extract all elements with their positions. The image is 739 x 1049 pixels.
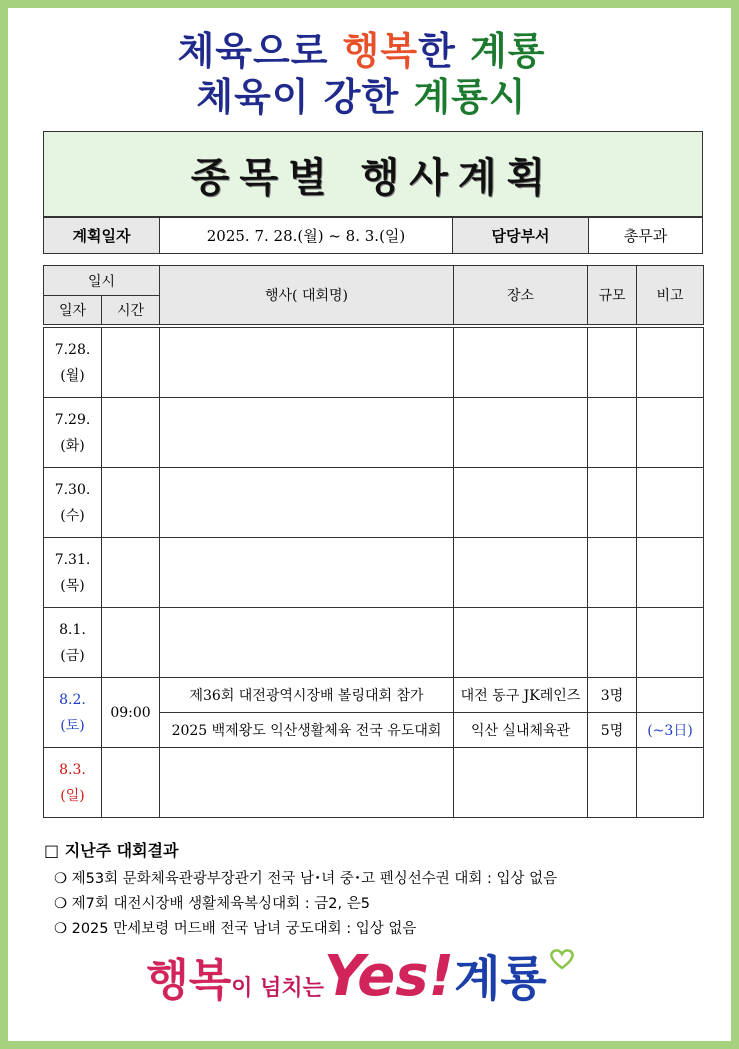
results-heading: □ 지난주 대회결과 xyxy=(44,841,179,860)
footer-slogan xyxy=(0,940,723,1009)
table-row xyxy=(44,608,704,678)
footer-word: Yes! xyxy=(323,944,455,1009)
table-row xyxy=(44,678,704,713)
day-cell: 7.30. (수) xyxy=(44,468,102,538)
slogan-word: 한 xyxy=(418,29,471,73)
table-row xyxy=(44,468,704,538)
schedule-table xyxy=(43,265,704,818)
result-item: ❍ 제53회 문화체육관광부장관기 전국 남･녀 중･고 펜싱선수권 대회 : 입상 없음 xyxy=(54,871,558,887)
plan-date-label: 계획일자 xyxy=(44,218,160,254)
table-row xyxy=(44,328,704,398)
dept-label: 담당부서 xyxy=(453,218,589,254)
day-cell: 7.31. (목) xyxy=(44,538,102,608)
plan-info-table xyxy=(43,217,703,254)
event-place: 대전 동구 JK레인즈 xyxy=(454,678,588,713)
plan-date-value: 2025. 7. 28.(월) ~ 8. 3.(일) xyxy=(160,218,453,254)
slogan-word: 계룡시 xyxy=(413,75,527,119)
dept-value: 총무과 xyxy=(589,218,703,254)
result-item: ❍ 2025 만세보령 머드배 전국 남녀 궁도대회 : 입상 없음 xyxy=(54,921,417,937)
document-title-box xyxy=(43,131,703,217)
event-scale: 5명 xyxy=(588,713,637,748)
event-scale: 3명 xyxy=(588,678,637,713)
result-item: ❍ 제7회 대전시장배 생활체육복싱대회 : 금2, 은5 xyxy=(54,896,370,912)
slogan-word: 행복 xyxy=(342,29,419,73)
heart-icon xyxy=(547,948,577,970)
time-cell: 09:00 xyxy=(102,678,160,748)
slogan-word: 계룡 xyxy=(470,29,546,73)
table-row xyxy=(44,398,704,468)
slogan-word: 체육 xyxy=(196,75,272,119)
event-name: 제36회 대전광역시장배 볼링대회 참가 xyxy=(160,678,454,713)
slogan-word: 으로 xyxy=(252,29,343,73)
table-row xyxy=(44,748,704,818)
footer-word: 계룡 xyxy=(454,951,547,1007)
event-note: (~3日) xyxy=(637,713,704,748)
slogan-word: 체육 xyxy=(177,29,253,73)
header-scale: 규모 xyxy=(588,266,637,325)
header-time: 시간 xyxy=(102,296,160,325)
header-note: 비고 xyxy=(637,266,704,325)
header-event: 행사( 대회명) xyxy=(160,266,454,325)
slogan-word: 이 강한 xyxy=(271,75,414,119)
header-datetime: 일시 xyxy=(44,266,160,296)
event-place: 익산 실내체육관 xyxy=(454,713,588,748)
day-cell: 7.29. (화) xyxy=(44,398,102,468)
header-date: 일자 xyxy=(44,296,102,325)
header-place: 장소 xyxy=(454,266,588,325)
day-cell-saturday: 8.2. (토) xyxy=(44,678,102,748)
day-cell-sunday: 8.3. (일) xyxy=(44,748,102,818)
table-row xyxy=(44,538,704,608)
last-week-results xyxy=(44,838,704,938)
slogan-line-2 xyxy=(0,66,723,121)
day-cell: 7.28. (월) xyxy=(44,328,102,398)
event-note xyxy=(637,678,704,713)
day-cell: 8.1. (금) xyxy=(44,608,102,678)
footer-word: 행복 xyxy=(146,955,232,1006)
document-title: 종목별 행사계획 xyxy=(190,154,556,201)
event-name: 2025 백제왕도 익산생활체육 전국 유도대회 xyxy=(160,713,454,748)
footer-word: 이 넘치는 xyxy=(231,976,324,1001)
